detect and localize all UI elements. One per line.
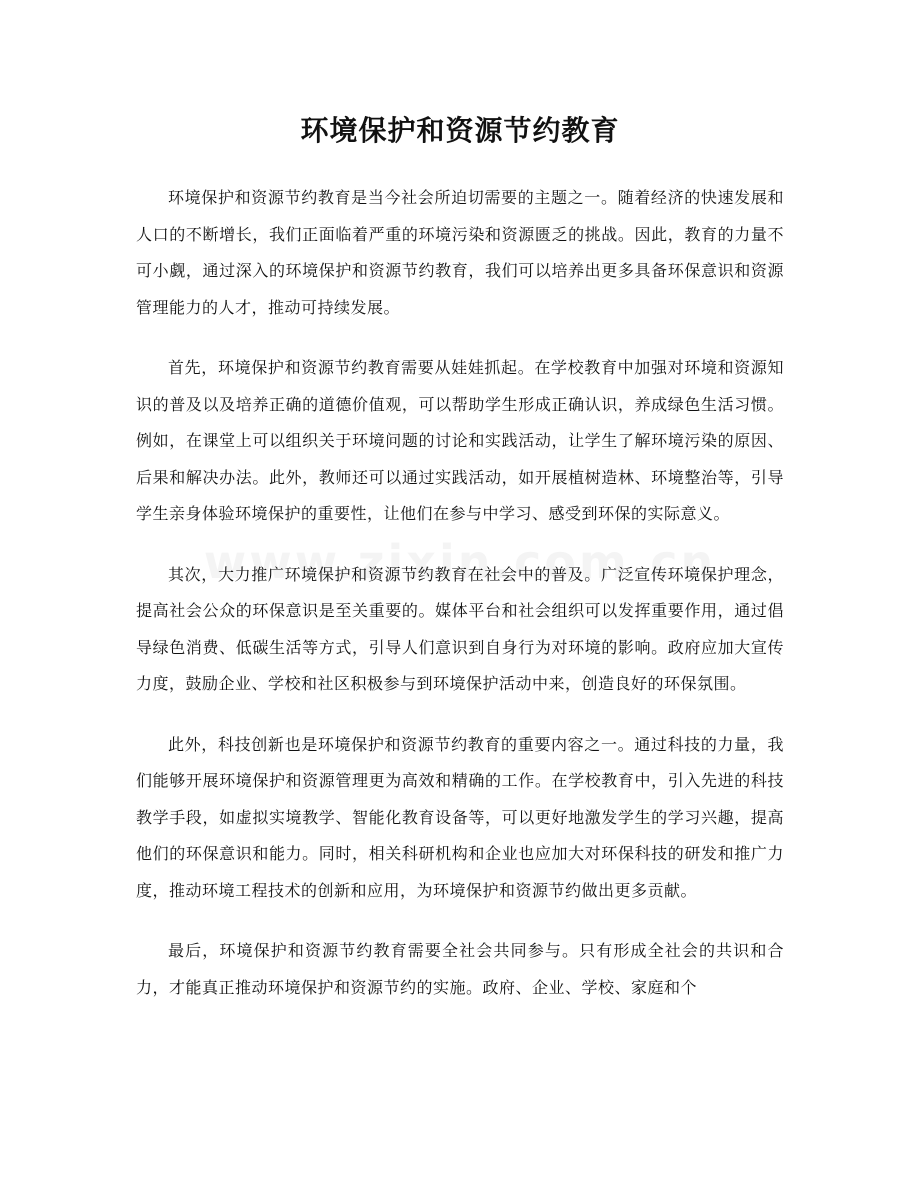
paragraph-3: 其次，大力推广环境保护和资源节约教育在社会中的普及。广泛宣传环境保护理念，提高社会公众的环保意识是至关重要的。媒体平台和社会组织可以发挥重要作用，通过倡导绿色消费、低碳生活等方式，引导人们意识到自身行为对环境的影响。政府应加大宣传力度，鼓励企业、学校和社区积极参与到环境保护活动中来，创造良好的环保氛围。 [136, 564, 784, 693]
paragraph-5: 最后，环境保护和资源节约教育需要全社会共同参与。只有形成全社会的共识和合力，才能真正推动环境保护和资源节约的实施。政府、企业、学校、家庭和个 [136, 941, 784, 997]
document-title: 环境保护和资源节约教育 [300, 114, 620, 147]
document-body [136, 180, 784, 1030]
paragraph-4: 此外，科技创新也是环境保护和资源节约教育的重要内容之一。通过科技的力量，我们能够开展环境保护和资源管理更为高效和精确的工作。在学校教育中，引入先进的科技教学手段，如虚拟实境教学、智能化教育设备等，可以更好地激发学生的学习兴趣，提高他们的环保意识和能力。同时，相关科研机构和企业也应加大对环保科技的研发和推广力度，推动环境工程技术的创新和应用，为环境保护和资源节约做出更多贡献。 [136, 734, 784, 900]
paragraph-2: 首先，环境保护和资源节约教育需要从娃娃抓起。在学校教育中加强对环境和资源知识的普及以及培养正确的道德价值观，可以帮助学生形成正确认识，养成绿色生活习惯。例如，在课堂上可以组织关于环境问题的讨论和实践活动，让学生了解环境污染的原因、后果和解决办法。此外，教师还可以通过实践活动，如开展植树造林、环境整治等，引导学生亲身体验环境保护的重要性，让他们在参与中学习、感受到环保的实际意义。 [136, 358, 784, 523]
paragraph-1: 环境保护和资源节约教育是当今社会所迫切需要的主题之一。随着经济的快速发展和人口的不断增长，我们正面临着严重的环境污染和资源匮乏的挑战。因此，教育的力量不可小觑，通过深入的环境保护和资源节约教育，我们可以培养出更多具备环保意识和资源管理能力的人才，推动可持续发展。 [136, 188, 784, 317]
